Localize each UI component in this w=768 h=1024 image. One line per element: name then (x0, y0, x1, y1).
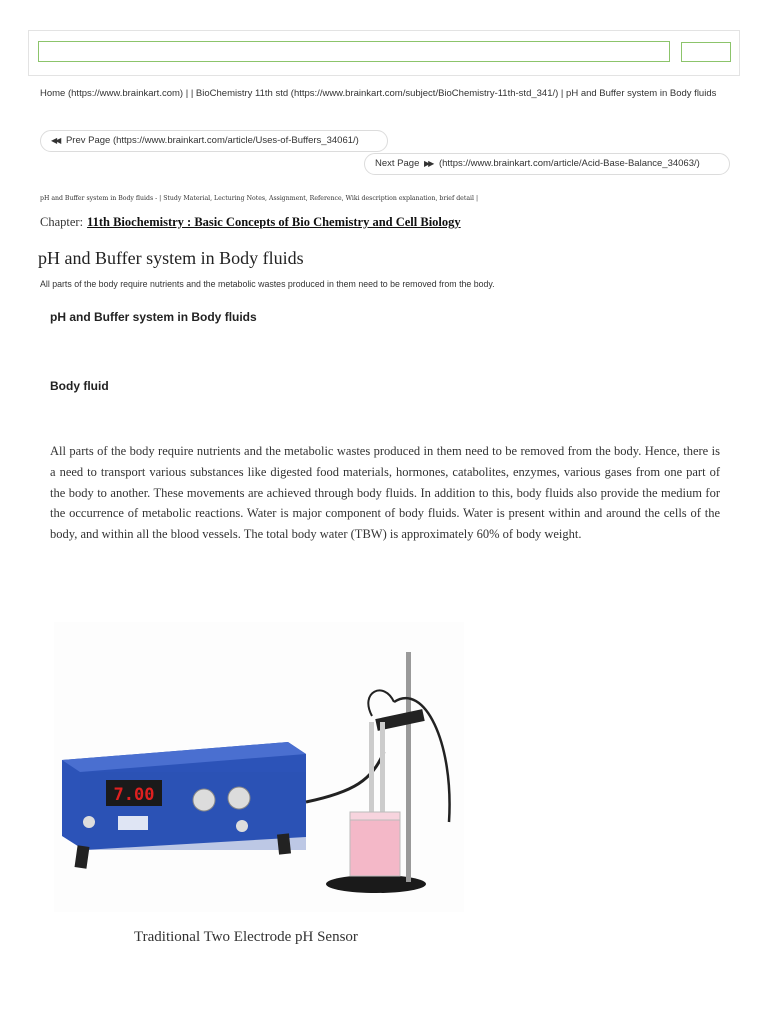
search-button[interactable] (681, 42, 731, 62)
next-page-button[interactable] (364, 153, 730, 175)
search-input[interactable] (38, 41, 670, 62)
breadcrumb[interactable]: Home (https://www.brainkart.com) | | BioChemistry 11th std (https://www.brainkart.com/subject/BioChemistry-11th-std_341/) | pH and Buffer system in Body fluids (40, 88, 717, 99)
knob-icon (193, 789, 215, 811)
tagline: pH and Buffer system in Body fluids - | Study Material, Lecturing Notes, Assignment, Reference, Wiki description explanation, brief detail | (40, 195, 479, 202)
double-left-arrow-icon: ◀◀ (51, 136, 60, 145)
ph-meter-illustration (54, 622, 464, 912)
article-summary: All parts of the body require nutrients and the metabolic wastes produced in them need to be removed from the body. (40, 279, 495, 289)
page-title: pH and Buffer system in Body fluids (38, 248, 304, 268)
figure-caption: Traditional Two Electrode pH Sensor (134, 929, 358, 945)
chapter-prefix: Chapter: (40, 215, 84, 229)
section-heading: pH and Buffer system in Body fluids (50, 310, 257, 324)
prev-page-label: Prev Page (https://www.brainkart.com/article/Uses-of-Buffers_34061/) (65, 135, 359, 146)
next-page-label: Next Page (375, 158, 420, 169)
prev-page-button[interactable] (40, 130, 388, 152)
meter-display-reading: 7.00 (113, 785, 155, 805)
stand-rod (406, 652, 411, 882)
next-page-url: (https://www.brainkart.com/article/Acid-Base-Balance_34063/) (438, 158, 700, 169)
chapter-line (40, 215, 461, 230)
subheading-body-fluid: Body fluid (50, 379, 109, 393)
double-right-arrow-icon: ▶▶ (424, 159, 433, 168)
chapter-link[interactable]: 11th Biochemistry : Basic Concepts of Bio Chemistry and Cell Biology (87, 215, 461, 229)
beaker (350, 818, 400, 876)
ph-meter-image (54, 622, 464, 912)
article-paragraph: All parts of the body require nutrients and the metabolic wastes produced in them need to be removed from the body. Hence, there is a need to transport various substances like digested food materials, hormones, catabolites, enzymes, various gases from one part of the body to another. These movements are achieved through body fluids. In addition to this, body fluids also provide the medium for the occurrence of metabolic reactions. Water is major component of body fluids. Water is present within and around the cells of the body, and within all the blood vessels. The total body water (TBW) is approximately 60% of body weight. (50, 444, 720, 542)
knob-icon (228, 787, 250, 809)
